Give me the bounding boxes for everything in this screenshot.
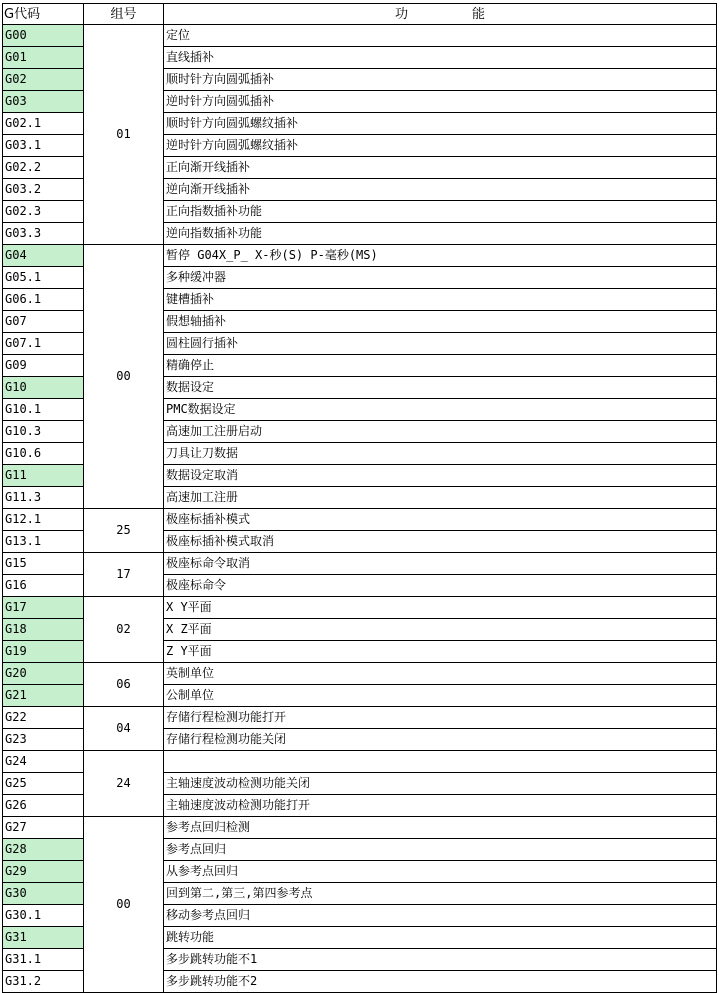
function-cell: 逆向指数插补功能 xyxy=(163,222,717,245)
g-code-cell: G28 xyxy=(2,838,84,861)
function-cell xyxy=(163,750,717,773)
g-code-cell: G30.1 xyxy=(2,904,84,927)
g-code-cell: G20 xyxy=(2,662,84,685)
header-function-char-2: 能 xyxy=(472,7,486,22)
g-code-cell: G10.6 xyxy=(2,442,84,465)
function-cell: 公制单位 xyxy=(163,684,717,707)
function-cell: 极座标命令 xyxy=(163,574,717,597)
function-cell: 极座标插补模式取消 xyxy=(163,530,717,553)
g-code-cell: G03.1 xyxy=(2,134,84,157)
g-code-cell: G02.2 xyxy=(2,156,84,179)
function-cell: 精确停止 xyxy=(163,354,717,377)
g-code-cell: G23 xyxy=(2,728,84,751)
group-number-cell: 17 xyxy=(83,552,164,597)
g-code-cell: G10.1 xyxy=(2,398,84,421)
function-cell: 极座标命令取消 xyxy=(163,552,717,575)
g-code-cell: G10.3 xyxy=(2,420,84,443)
g-code-cell: G02.3 xyxy=(2,200,84,223)
function-cell: 逆时针方向圆弧插补 xyxy=(163,90,717,113)
g-code-cell: G25 xyxy=(2,772,84,795)
function-cell: 直线插补 xyxy=(163,46,717,69)
group-number-cell: 01 xyxy=(83,24,164,245)
function-cell: 移动参考点回归 xyxy=(163,904,717,927)
g-code-cell: G16 xyxy=(2,574,84,597)
g-code-cell: G13.1 xyxy=(2,530,84,553)
g-code-cell: G05.1 xyxy=(2,266,84,289)
group-number-cell: 04 xyxy=(83,706,164,751)
g-code-cell: G12.1 xyxy=(2,508,84,531)
g-code-cell: G27 xyxy=(2,816,84,839)
g-code-cell: G01 xyxy=(2,46,84,69)
function-cell: 正向渐开线插补 xyxy=(163,156,717,179)
function-cell: 参考点回归检测 xyxy=(163,816,717,839)
g-code-cell: G19 xyxy=(2,640,84,663)
function-cell: 定位 xyxy=(163,24,717,47)
g-code-cell: G11.3 xyxy=(2,486,84,509)
g-code-cell: G24 xyxy=(2,750,84,773)
function-cell: PMC数据设定 xyxy=(163,398,717,421)
group-number-cell: 25 xyxy=(83,508,164,553)
g-code-cell: G00 xyxy=(2,24,84,47)
header-group-number: 组号 xyxy=(83,3,164,25)
function-cell: 多步跳转功能不2 xyxy=(163,970,717,993)
g-code-cell: G02.1 xyxy=(2,112,84,135)
g-code-cell: G07 xyxy=(2,310,84,333)
function-cell: 跳转功能 xyxy=(163,926,717,949)
function-cell: 主轴速度波动检测功能打开 xyxy=(163,794,717,817)
g-code-cell: G30 xyxy=(2,882,84,905)
function-cell: 存储行程检测功能关闭 xyxy=(163,728,717,751)
header-function-char-1: 功 xyxy=(394,7,408,22)
group-number-cell: 06 xyxy=(83,662,164,707)
g-code-table xyxy=(2,3,718,991)
function-cell: 参考点回归 xyxy=(163,838,717,861)
g-code-cell: G03 xyxy=(2,90,84,113)
g-code-cell: G09 xyxy=(2,354,84,377)
group-number-cell: 24 xyxy=(83,750,164,817)
g-code-cell: G03.2 xyxy=(2,178,84,201)
function-cell: 从参考点回归 xyxy=(163,860,717,883)
function-cell: 圆柱圆行插补 xyxy=(163,332,717,355)
header-function xyxy=(163,3,717,25)
function-cell: 假想轴插补 xyxy=(163,310,717,333)
group-number-cell: 00 xyxy=(83,244,164,509)
function-cell: 刀具让刀数据 xyxy=(163,442,717,465)
g-code-cell: G10 xyxy=(2,376,84,399)
function-cell: 英制单位 xyxy=(163,662,717,685)
g-code-cell: G06.1 xyxy=(2,288,84,311)
function-cell: 顺时针方向圆弧插补 xyxy=(163,68,717,91)
g-code-cell: G31 xyxy=(2,926,84,949)
g-code-cell: G26 xyxy=(2,794,84,817)
g-code-cell: G02 xyxy=(2,68,84,91)
g-code-cell: G04 xyxy=(2,244,84,267)
g-code-cell: G31.2 xyxy=(2,970,84,993)
g-code-cell: G15 xyxy=(2,552,84,575)
g-code-cell: G22 xyxy=(2,706,84,729)
function-cell: 回到第二,第三,第四参考点 xyxy=(163,882,717,905)
function-cell: Z Y平面 xyxy=(163,640,717,663)
group-number-cell: 02 xyxy=(83,596,164,663)
function-cell: 数据设定取消 xyxy=(163,464,717,487)
function-cell: X Y平面 xyxy=(163,596,717,619)
g-code-cell: G18 xyxy=(2,618,84,641)
function-cell: 多步跳转功能不1 xyxy=(163,948,717,971)
function-cell: 数据设定 xyxy=(163,376,717,399)
function-cell: 顺时针方向圆弧螺纹插补 xyxy=(163,112,717,135)
g-code-cell: G03.3 xyxy=(2,222,84,245)
function-cell: 存储行程检测功能打开 xyxy=(163,706,717,729)
g-code-cell: G29 xyxy=(2,860,84,883)
function-cell: 极座标插补模式 xyxy=(163,508,717,531)
function-cell: 暂停 G04X_P_ X-秒(S) P-毫秒(MS) xyxy=(163,244,717,267)
g-code-cell: G21 xyxy=(2,684,84,707)
function-cell: 主轴速度波动检测功能关闭 xyxy=(163,772,717,795)
group-number-cell: 00 xyxy=(83,816,164,993)
g-code-cell: G07.1 xyxy=(2,332,84,355)
g-code-cell: G17 xyxy=(2,596,84,619)
function-cell: 键槽插补 xyxy=(163,288,717,311)
function-cell: X Z平面 xyxy=(163,618,717,641)
g-code-cell: G11 xyxy=(2,464,84,487)
function-cell: 高速加工注册 xyxy=(163,486,717,509)
g-code-cell: G31.1 xyxy=(2,948,84,971)
function-cell: 正向指数插补功能 xyxy=(163,200,717,223)
header-g-code: G代码 xyxy=(2,3,84,25)
function-cell: 高速加工注册启动 xyxy=(163,420,717,443)
function-cell: 逆时针方向圆弧螺纹插补 xyxy=(163,134,717,157)
function-cell: 多种缓冲器 xyxy=(163,266,717,289)
function-cell: 逆向渐开线插补 xyxy=(163,178,717,201)
